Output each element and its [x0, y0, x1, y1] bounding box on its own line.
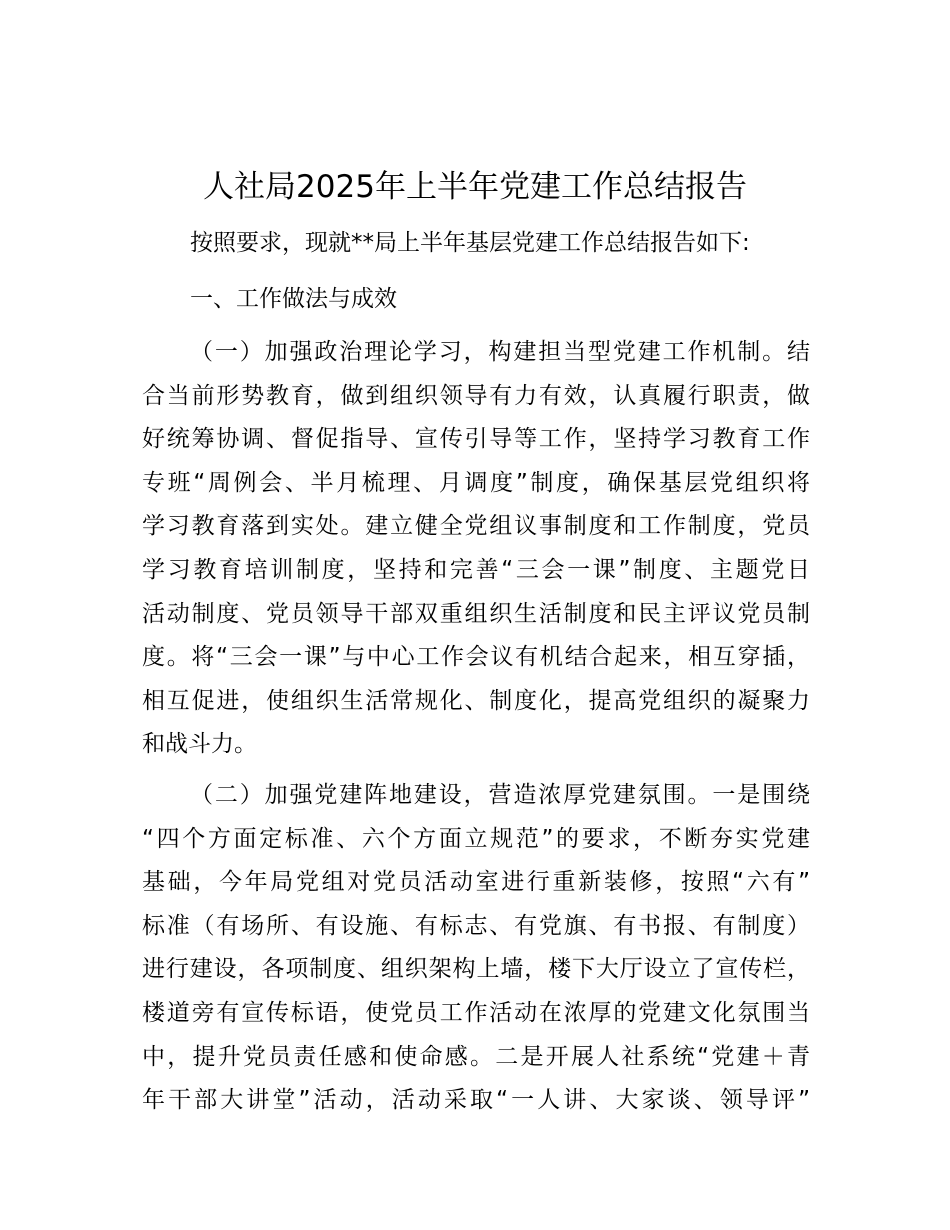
paragraph-2: [142, 774, 810, 1123]
text-line: 楼道旁有宣传标语，使党员工作活动在浓厚的党建文化氛围当: [142, 999, 810, 1026]
text-line: 好统筹协调、督促指导、宣传引导等工作，坚持学习教育工作: [142, 426, 810, 453]
text-line: （一）加强政治理论学习，构建担当型党建工作机制。结: [190, 339, 810, 365]
text-line: 活动制度、党员领导干部双重组织生活制度和民主评议党员制: [142, 600, 810, 627]
text-line: 按照要求，现就**局上半年基层党建工作总结报告如下:: [190, 230, 750, 256]
section-1-heading: 一、工作做法与成效: [190, 286, 397, 312]
text-line: 中，提升党员责任感和使命感。二是开展人社系统“党建＋青: [142, 1043, 810, 1070]
text-line: 专班“周例会、半月梳理、月调度”制度，确保基层党组织将: [142, 469, 810, 496]
text-line: 度。将“三会一课”与中心工作会议有机结合起来，相互穿插，: [142, 644, 810, 671]
paragraph-1: [142, 331, 810, 767]
text-line: 学习教育培训制度，坚持和完善“三会一课”制度、主题党日: [142, 556, 810, 583]
text-line: 基础，今年局党组对党员活动室进行重新装修，按照“六有”: [142, 869, 810, 896]
text-line: 合当前形势教育，做到组织领导有力有效，认真履行职责，做: [142, 382, 810, 409]
intro-paragraph: [142, 222, 810, 266]
text-line: 标准（有场所、有设施、有标志、有党旗、有书报、有制度）: [142, 912, 810, 939]
text-line: 和战斗力。: [142, 731, 257, 758]
text-line: 相互促进，使组织生活常规化、制度化，提高党组织的凝聚力: [142, 687, 810, 714]
text-line: “四个方面定标准、六个方面立规范”的要求，不断夯实党建: [142, 825, 810, 852]
text-line: 年干部大讲堂”活动，活动采取“一人讲、大家谈、领导评”: [142, 1087, 810, 1114]
section-heading: [142, 278, 810, 322]
text-line: （二）加强党建阵地建设，营造浓厚党建氛围。一是围绕: [190, 782, 810, 808]
document-title: 人社局2025年上半年党建工作总结报告: [203, 169, 747, 205]
text-line: 进行建设，各项制度、组织架构上墙，楼下大厅设立了宣传栏，: [142, 956, 810, 983]
text-line: 学习教育落到实处。建立健全党组议事制度和工作制度，党员: [142, 513, 810, 540]
